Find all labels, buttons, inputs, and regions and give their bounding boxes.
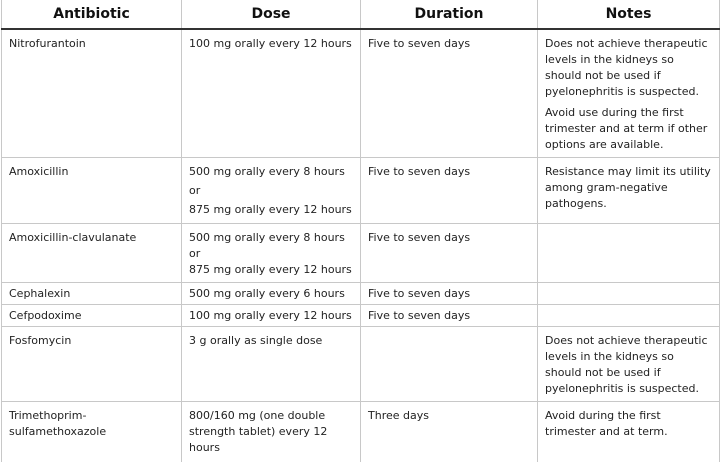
notes-paragraph: Avoid use during the first trimester and at term if other options are available. bbox=[545, 106, 708, 151]
table-header bbox=[2, 0, 720, 29]
notes-cell bbox=[538, 29, 720, 158]
notes-cell bbox=[538, 283, 720, 305]
duration-cell: Five to seven days bbox=[361, 305, 538, 327]
antibiotic-cell: Nitrofurantoin bbox=[2, 29, 182, 158]
header-notes: Notes bbox=[538, 0, 720, 29]
dose-line: 100 mg orally every 12 hours bbox=[189, 37, 352, 50]
dose-cell bbox=[182, 224, 361, 283]
table-row bbox=[2, 402, 720, 462]
notes-cell bbox=[538, 402, 720, 462]
dose-cell bbox=[182, 283, 361, 305]
notes-cell bbox=[538, 327, 720, 402]
dose-line: 500 mg orally every 8 hours bbox=[189, 231, 345, 244]
antibiotic-cell: Cephalexin bbox=[2, 283, 182, 305]
antibiotic-cell: Trimethoprim-sulfamethoxazole bbox=[2, 402, 182, 462]
dose-cell bbox=[182, 305, 361, 327]
notes-cell bbox=[538, 305, 720, 327]
antibiotic-cell: Amoxicillin-clavulanate bbox=[2, 224, 182, 283]
dose-line: 100 mg orally every 12 hours bbox=[189, 309, 352, 322]
dose-line: 875 mg orally every 12 hours bbox=[189, 263, 352, 276]
notes-paragraph: Avoid during the first trimester and at term. bbox=[545, 409, 668, 438]
table-row bbox=[2, 305, 720, 327]
antibiotic-cell: Fosfomycin bbox=[2, 327, 182, 402]
dose-cell bbox=[182, 29, 361, 158]
notes-paragraph: Does not achieve therapeutic levels in the kidneys so should not be used if pyelonephritis is suspected. bbox=[545, 37, 708, 98]
notes-cell bbox=[538, 224, 720, 283]
table-row bbox=[2, 224, 720, 283]
antibiotic-cell: Amoxicillin bbox=[2, 158, 182, 224]
table-row bbox=[2, 283, 720, 305]
header-row bbox=[2, 0, 720, 29]
table-row bbox=[2, 327, 720, 402]
dose-line: 875 mg orally every 12 hours bbox=[189, 203, 352, 216]
header-duration: Duration bbox=[361, 0, 538, 29]
duration-cell: Five to seven days bbox=[361, 224, 538, 283]
dose-line: 500 mg orally every 6 hours bbox=[189, 287, 345, 300]
duration-cell: Five to seven days bbox=[361, 283, 538, 305]
header-antibiotic: Antibiotic bbox=[2, 0, 182, 29]
duration-cell bbox=[361, 327, 538, 402]
dose-line: 3 g orally as single dose bbox=[189, 334, 323, 347]
dose-cell bbox=[182, 327, 361, 402]
notes-paragraph: Resistance may limit its utility among gram-negative pathogens. bbox=[545, 165, 711, 210]
duration-cell: Five to seven days bbox=[361, 158, 538, 224]
dose-cell bbox=[182, 402, 361, 462]
antibiotic-cell: Cefpodoxime bbox=[2, 305, 182, 327]
dose-line: 800/160 mg (one double strength tablet) every 12 hours bbox=[189, 409, 328, 454]
table-body bbox=[2, 29, 720, 462]
duration-cell: Three days bbox=[361, 402, 538, 462]
dose-cell bbox=[182, 158, 361, 224]
antibiotic-table bbox=[1, 0, 720, 462]
notes-cell bbox=[538, 158, 720, 224]
header-dose: Dose bbox=[182, 0, 361, 29]
dose-line: or bbox=[189, 247, 201, 260]
table-row bbox=[2, 158, 720, 224]
dose-line: 500 mg orally every 8 hours bbox=[189, 165, 345, 178]
notes-paragraph: Does not achieve therapeutic levels in the kidneys so should not be used if pyelonephritis is suspected. bbox=[545, 334, 708, 395]
duration-cell: Five to seven days bbox=[361, 29, 538, 158]
dose-line: or bbox=[189, 184, 201, 197]
table-row bbox=[2, 29, 720, 158]
